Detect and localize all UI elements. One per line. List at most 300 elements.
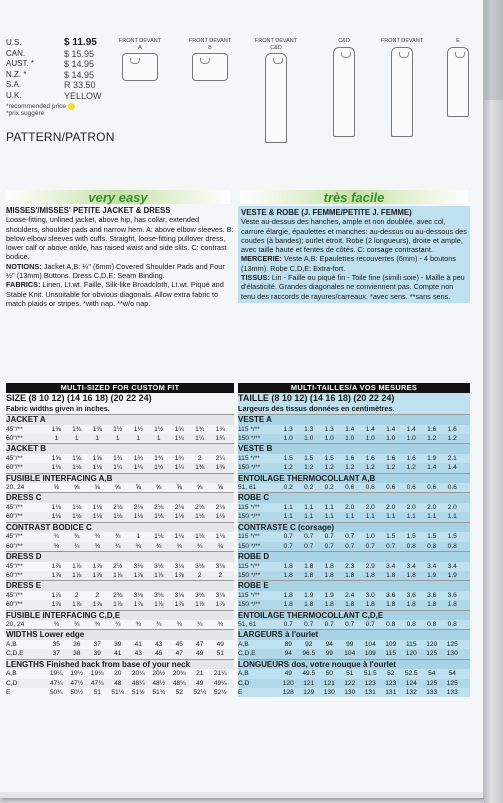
row-cell: 120 [282,679,294,687]
row-cell: 1.6 [345,454,355,462]
row-cell: 1⅞ [92,601,102,609]
row-cell: 1½ [113,425,123,433]
row-cell: 1⅞ [133,571,143,579]
row-cell: 2.9 [365,562,375,570]
row-fabric-width: 115 */** [238,425,260,433]
table-row [238,640,470,649]
table-row [6,434,234,443]
row-cell: 1¼ [113,464,123,472]
row-cell: 115 [405,640,417,648]
table-row [6,679,234,688]
price-row [6,59,102,70]
table-row [238,669,470,678]
row-cell: 0.7 [283,621,293,629]
row-fabric-width: 150 */** [238,601,261,609]
row-cell: 2.0 [386,503,396,511]
row-cell: 1⅝ [92,454,102,462]
row-cell: 1⅞ [195,601,205,609]
row-cell: 1.0 [345,434,355,442]
table-row [238,463,470,472]
table-row [238,512,470,521]
row-cell: 1 [115,434,120,442]
row-cell: 0.2 [283,484,293,492]
row-cell: 0.7 [345,542,355,550]
table-row [238,483,470,492]
row-cell: 2⅛ [113,503,123,511]
row-cell: 120 [405,650,417,658]
row-fabric-width: 45"/** [6,454,23,462]
table-row [6,640,234,649]
row-cell: 0.7 [345,621,355,629]
row-cell: 0.7 [365,621,375,629]
row-cell: 123 [385,679,397,687]
row-cell: 39 [114,640,122,648]
size-row-fr: TAILLE (8 10 12) (14 16 18) (20 22 24) [238,393,395,403]
row-cell: 52¼ [193,689,207,697]
row-cell: 1 [156,434,161,442]
row-cell: 1.9 [304,591,314,599]
row-cell: 0.8 [447,542,457,550]
row-cell: 0.6 [345,484,355,492]
row-fabric-width: E [238,689,243,697]
row-cell: 1⅜ [215,464,225,472]
row-cell: 124 [405,679,417,687]
row-fabric-width: 150 */** [238,571,261,579]
row-cell: ¾ [176,542,182,550]
table-row [238,620,470,629]
row-fabric-width: 60"/** [6,513,23,521]
row-cell: 1.2 [283,464,293,472]
row-cell: 1.1 [345,513,355,521]
table-row [6,600,234,609]
row-cell: 2.0 [427,503,437,511]
row-cell: 2 [218,571,223,579]
row-cell: 50 [325,670,333,678]
row-cell: 109 [385,640,397,648]
table-row [6,503,234,512]
row-cell: 0.6 [365,484,375,492]
pattern-label: PATTERN/PATRON [6,130,115,144]
row-cell: 48¼ [131,679,145,687]
row-cell: 3⅛ [133,562,143,570]
price-value: $ 14.95 [64,69,95,80]
row-cell: 50½ [70,689,84,697]
row-cell: 49¼ [213,679,227,687]
row-cell: 1.8 [386,601,396,609]
price-dot [68,103,75,110]
row-cell: ⅝ [156,484,162,492]
row-cell: ¾ [53,542,59,550]
price-row [6,91,102,102]
row-cell: 1.5 [386,533,396,541]
row-cell: 1⅛ [174,533,184,541]
row-cell: 1.3 [283,425,293,433]
yardage-table-en [6,383,234,697]
row-cell: 1.0 [365,434,375,442]
row-cell: 41 [134,640,142,648]
row-fabric-width: 45"/** [6,562,23,570]
row-cell: 1.1 [386,513,396,521]
price-value: $ 11.95 [64,37,97,48]
row-cell: ⅝ [176,484,182,492]
row-cell: 1⅞ [51,601,61,609]
row-cell: 3⅛ [154,591,164,599]
row-cell: 1¼ [174,434,184,442]
row-cell: 1.2 [447,434,457,442]
row-cell: 1¼ [195,434,205,442]
row-cell: 0.6 [386,484,396,492]
notions-text-en: Jacket A,B: ¼" (6mm) Covered Shoulder Pads and Four ½" (13mm) Buttons. Dress C,D,E: Seam Binding. [6,261,225,281]
figure-label: FRONT DEVANT [380,38,424,44]
row-fabric-width: 45"/** [6,591,23,599]
row-fabric-width: A,B [6,670,17,678]
row-cell: 47¾ [90,679,104,687]
row-cell: 52 [387,670,395,678]
row-cell: 1⅞ [51,571,61,579]
row-cell: 1⅛ [72,464,82,472]
row-cell: 0.8 [386,621,396,629]
table-row [238,571,470,580]
row-cell: 1.8 [406,571,416,579]
row-fabric-width: 150 */** [238,513,261,521]
row-cell: 0.8 [406,621,416,629]
row-cell: 1¾ [174,454,184,462]
row-cell: 2¼ [215,454,225,462]
row-cell: 1.2 [406,464,416,472]
row-cell: 1⅞ [215,601,225,609]
row-cell: 3.4 [427,562,437,570]
table-row [6,620,234,629]
table-row [238,454,470,463]
row-cell: 92 [305,640,313,648]
row-cell: ¾ [53,621,59,629]
size-row-en: SIZE (8 10 12) (14 16 18) (20 22 24) [6,393,152,403]
description-body-fr: Veste au-dessus des hanches, ample et non doublée, avec col, carrure élargie, épaulettes et manches: au-dessus ou au-dessous des coudes (à bandes); ourlet étroit. Robe (2 longueurs), droite et ample, avec taille haute et fentes de côtés. C: corsage contrastant. [241,217,467,255]
row-cell: 51¾ [152,689,166,697]
row-cell: 54 [428,670,436,678]
table-row [6,669,234,678]
row-fabric-width: 20, 24 [6,484,25,492]
row-cell: 1.8 [365,571,375,579]
row-cell: 1.2 [304,464,314,472]
row-cell: 1.5 [406,533,416,541]
row-cell: 51¼ [111,689,125,697]
table-row [238,679,470,688]
table-row [6,542,234,551]
table-row [238,532,470,541]
row-cell: 1.8 [324,601,334,609]
row-cell: 1.6 [427,425,437,433]
row-cell: ¾ [115,542,121,550]
row-cell: 1¾ [215,425,225,433]
row-cell: 49.5 [302,670,316,678]
table-row [238,434,470,443]
price-value: $ 14.95 [64,59,95,70]
row-cell: ¾ [94,533,100,541]
row-cell: 2.0 [345,503,355,511]
row-fabric-width: A,B [6,640,17,648]
row-cell: 1⅜ [51,425,61,433]
row-cell: 3.0 [365,591,375,599]
row-cell: 1⅜ [72,425,82,433]
row-cell: 3.4 [386,562,396,570]
garment-figure [436,38,480,117]
row-cell: 94 [325,640,333,648]
row-cell: 1⅝ [72,454,82,462]
table-section-title: LENGTHS Finished back from base of your neck [6,659,234,670]
row-cell: 1.9 [324,591,334,599]
row-cell: 104 [364,640,376,648]
row-cell: ¾ [53,533,59,541]
price-country: U.K. [6,90,22,100]
row-cell: 133 [426,689,438,697]
row-cell: ⅝ [94,484,100,492]
row-cell: 121 [323,679,335,687]
row-cell: 3.6 [406,591,416,599]
table-section-title: ENTOILAGE THERMOCOLLANT A,B [238,473,470,484]
row-fabric-width: 45"/** [6,425,23,433]
row-cell: ¾ [135,621,141,629]
row-cell: 1⅞ [133,601,143,609]
table-section-title: ENTOILAGE THERMOCOLLANT C,D,E [238,610,470,621]
row-cell: 3⅛ [133,591,143,599]
row-fabric-width: 51, 61 [238,484,257,492]
row-cell: 3.6 [447,591,457,599]
row-cell: 1 [95,434,100,442]
row-cell: 2.1 [447,454,457,462]
row-cell: 0.8 [447,621,457,629]
table-body-en [6,414,234,697]
row-cell: 1¾ [174,425,184,433]
row-cell: 51½ [131,689,145,697]
row-cell: 0.8 [427,621,437,629]
row-cell: 1.8 [386,571,396,579]
row-cell: 1⅛ [154,533,164,541]
table-section-title: DRESS C [6,492,234,503]
row-cell: 1.2 [324,464,334,472]
row-cell: 125 [446,679,458,687]
table-row [6,562,234,571]
price-row [6,70,102,81]
row-cell: 0.2 [304,484,314,492]
row-cell: 1⅛ [92,464,102,472]
row-cell: 133 [446,689,458,697]
table-row [6,649,234,658]
fabrics-text-en: Linen, Lt.wt. Faille, Silk-like Broadcloth, Lt.wt. Piqué and Stable Knit. Unsuitable for obvious diagonals. Allow extra fabric to match plaids or stripes. *with nap. **w/o nap. [6,280,224,308]
row-cell: ¾ [156,542,162,550]
table-row [6,425,234,434]
price-list [6,38,102,118]
row-fabric-width: 150 */** [238,434,261,442]
row-cell: 1.8 [304,562,314,570]
row-cell: 48¾ [172,679,186,687]
row-cell: 1.4 [365,425,375,433]
garment-figure [322,38,366,137]
price-country: AUST. * [6,59,35,69]
row-fabric-width: 150 */** [238,464,261,472]
table-header-bar-en: MULTI-SIZED FOR CUSTOM FIT [6,383,234,393]
notions-label-en: NOTIONS: [6,261,42,271]
row-fabric-width: 115 */** [238,533,260,541]
row-cell: 1.8 [304,601,314,609]
row-cell: 1.8 [283,571,293,579]
row-cell: 0.7 [304,621,314,629]
table-row [238,688,470,697]
description-en [6,206,234,308]
row-cell: 0.7 [324,542,334,550]
row-cell: 1.8 [447,601,457,609]
row-cell: 1.8 [283,562,293,570]
row-cell: 19½ [70,670,84,678]
row-cell: 2.0 [447,503,457,511]
row-cell: 1.1 [304,503,314,511]
row-cell: 1.9 [427,571,437,579]
row-cell: 1⅜ [92,425,102,433]
difficulty-banner-fr: très facile [240,190,468,204]
row-cell: 2⅛ [215,503,225,511]
row-cell: ¾ [74,542,80,550]
row-cell: 1.8 [427,601,437,609]
row-fabric-width: C,D [6,679,18,687]
row-cell: 1.8 [406,601,416,609]
table-row [238,649,470,658]
row-cell: ¾ [115,621,121,629]
row-cell: 0.7 [324,621,334,629]
row-cell: 1.0 [304,434,314,442]
row-cell: 1⅛ [195,513,205,521]
row-cell: 41 [114,650,122,658]
row-cell: 1.4 [386,425,396,433]
row-cell: 1¾ [133,454,143,462]
yardage-table-fr [238,383,470,697]
garment-figure [188,38,232,81]
garment-glyph [265,53,287,143]
row-fabric-width: 60"/** [6,571,23,579]
row-cell: 45 [175,640,183,648]
row-cell: 1.0 [283,434,293,442]
row-cell: 1¼ [133,464,143,472]
row-cell: 115 [385,650,396,658]
row-cell: ⅝ [74,484,80,492]
table-row [6,463,234,472]
row-cell: 0.7 [304,533,314,541]
table-row [6,512,234,521]
fabric-widths-note-en: Fabric widths given in inches. [6,404,110,413]
row-cell: 0.8 [427,542,437,550]
row-cell: 125 [426,650,438,658]
row-cell: 3.6 [386,591,396,599]
figure-label: FRONT DEVANT C&D [254,38,298,51]
row-cell: 1.3 [324,425,334,433]
row-cell: 1.8 [304,571,314,579]
row-cell: 52 [175,689,183,697]
row-cell: 39 [93,650,101,658]
row-cell: 1 [74,434,79,442]
row-cell: 1.1 [406,513,416,521]
row-cell: 2.0 [365,503,375,511]
row-cell: ¾ [217,542,223,550]
table-row [238,562,470,571]
row-cell: 1⅞ [72,601,82,609]
table-row [238,425,470,434]
garment-glyph [122,53,158,81]
row-cell: 109 [364,650,376,658]
row-cell: 48½ [152,679,166,687]
row-cell: 1⅛ [72,503,82,511]
row-cell: 1⅛ [51,503,61,511]
row-cell: 1⅞ [51,562,61,570]
row-fabric-width: 115 */** [238,503,260,511]
row-cell: ¾ [197,621,203,629]
row-cell: 47 [175,650,183,658]
row-cell: 1.8 [283,591,293,599]
garment-figure [118,38,162,81]
row-cell: 1.1 [283,513,293,521]
row-cell: 1.0 [324,434,334,442]
row-cell: 1⅛ [51,513,61,521]
row-cell: 54 [448,670,456,678]
table-section-title: JACKET A [6,414,234,425]
row-cell: 1½ [133,425,143,433]
row-cell: 49 [196,679,204,687]
row-cell: 37 [52,650,60,658]
description-title-en: MISSES'/MISSES' PETITE JACKET & DRESS [6,206,171,215]
row-cell: 1.1 [365,513,375,521]
row-cell: 0.6 [406,484,416,492]
row-cell: 20¾ [172,670,186,678]
row-cell: 20½ [152,670,166,678]
row-cell: 94 [284,650,292,658]
row-cell: 38 [73,650,81,658]
row-cell: ¾ [135,542,141,550]
row-cell: 1⅝ [51,454,61,462]
row-cell: 1.5 [283,454,293,462]
row-cell: 3⅛ [195,562,205,570]
row-cell: 1⅛ [92,503,102,511]
row-cell: 1⅞ [72,571,82,579]
row-fabric-width: C,D,E [6,650,24,658]
row-cell: 3⅛ [195,591,205,599]
row-cell: 1.8 [365,601,375,609]
notions-fr [241,254,467,273]
fabric-widths-note-fr: Largeurs des tissus données en centimètres. [238,404,395,413]
row-cell: 1.5 [324,454,334,462]
row-cell: 1⅛ [215,513,225,521]
row-cell: 1.1 [447,513,457,521]
garment-figure [380,38,424,137]
garment-glyph [333,47,355,137]
description-title-fr: VESTE & ROBE (J. FEMME/PETITE J. FEMME) [241,208,412,217]
row-cell: 3⅛ [215,591,225,599]
row-cell: 47 [196,640,204,648]
row-cell: 3⅛ [174,562,184,570]
row-cell: 1.1 [427,513,437,521]
figure-label: FRONT DEVANT B [188,38,232,51]
row-cell: ⅝ [115,484,121,492]
row-cell: 1.2 [427,434,437,442]
row-fabric-width: 20, 24 [6,621,25,629]
envelope-flap [484,0,503,803]
row-cell: 0.7 [304,542,314,550]
row-cell: 1¼ [215,434,225,442]
row-cell: 0.7 [345,533,355,541]
row-cell: 1.0 [406,434,416,442]
row-cell: 0.7 [324,533,334,541]
garment-glyph [192,53,228,81]
row-cell: 121 [303,679,315,687]
row-fabric-width: A,B [238,640,249,648]
row-cell: 125 [426,679,438,687]
